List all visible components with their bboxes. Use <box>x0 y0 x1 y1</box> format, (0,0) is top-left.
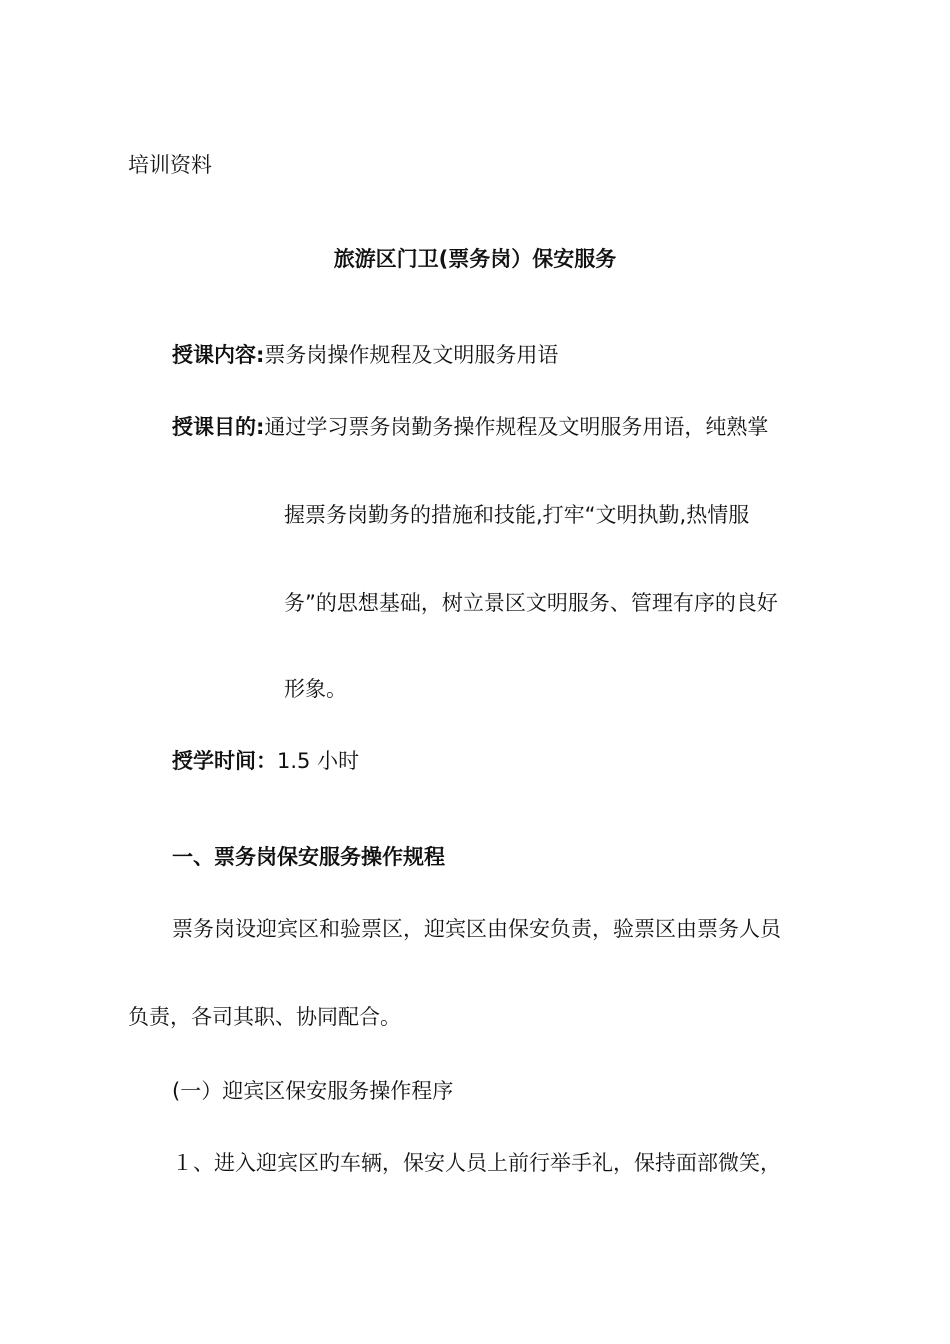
subsection-heading: (一）迎宾区保安服务操作程序 <box>172 1079 454 1103</box>
course-purpose-label: 授课目的: <box>172 415 265 439</box>
course-purpose-line: 形象。 <box>284 677 347 701</box>
course-time-row <box>172 746 359 776</box>
section-paragraph-line: 票务岗设迎宾区和验票区，迎宾区由保安负责，验票区由票务人员 <box>172 917 781 941</box>
list-item: １、进入迎宾区旳车辆，保安人员上前行举手礼，保持面部微笑， <box>172 1151 781 1175</box>
course-purpose-line: 通过学习票务岗勤务操作规程及文明服务用语，纯熟掌 <box>264 415 769 439</box>
document-title: 旅游区门卫(票务岗）保安服务 <box>333 247 617 271</box>
course-content-row <box>172 340 558 370</box>
section-paragraph-line: 负责，各司其职、协同配合。 <box>128 1005 401 1029</box>
course-time-text: 1.5 小时 <box>277 749 360 773</box>
course-purpose-line: 握票务岗勤务的措施和技能,打牢“文明执勤,热情服 <box>284 503 750 527</box>
course-content-label: 授课内容: <box>172 343 265 367</box>
document-header-label: 培训资料 <box>128 153 212 177</box>
course-content-text: 票务岗操作规程及文明服务用语 <box>264 343 559 367</box>
course-time-label: 授学时间： <box>172 749 277 773</box>
course-purpose-row <box>172 412 768 442</box>
course-purpose-line: 务”的思想基础，树立景区文明服务、管理有序的良好 <box>284 591 778 615</box>
section-heading: 一、票务岗保安服务操作规程 <box>172 845 445 869</box>
